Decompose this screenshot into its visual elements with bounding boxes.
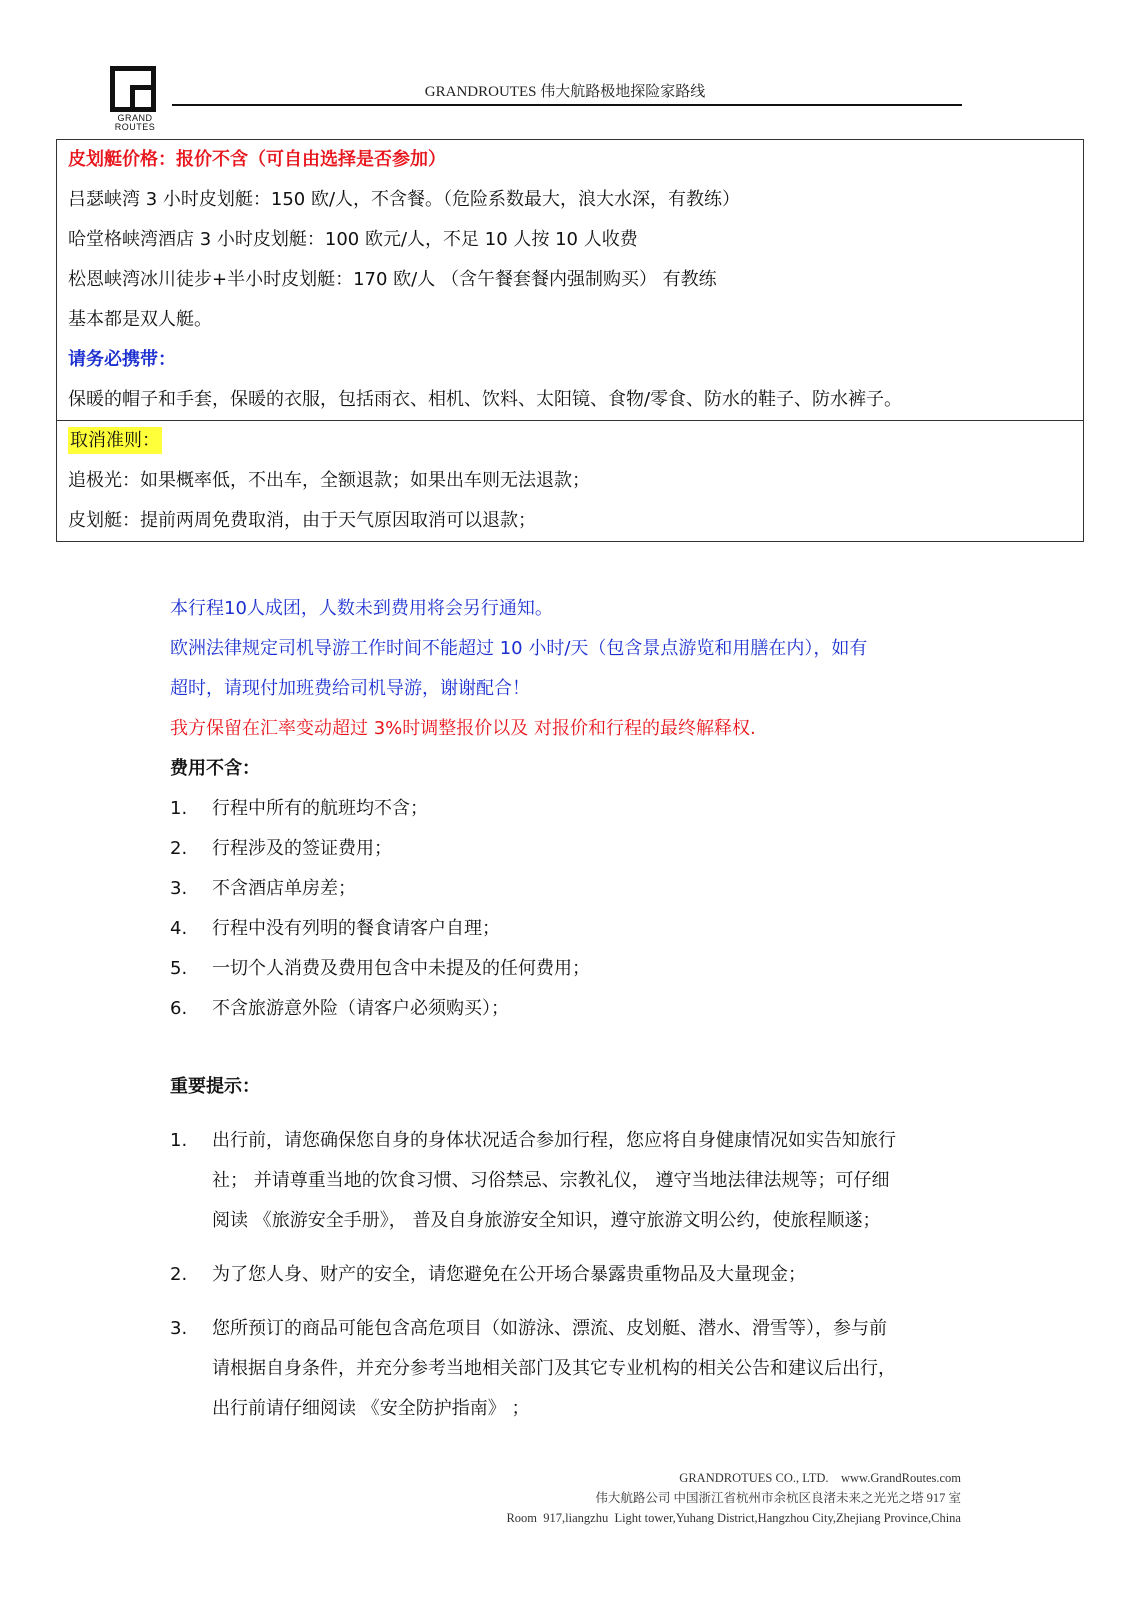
driver-notice-line2: 超时，请现付加班费给司机导游，谢谢配合！ [170, 678, 530, 699]
tip-text-line: 为了您人身、财产的安全，请您避免在公开场合暴露贵重物品及大量现金； [212, 1264, 806, 1285]
tip-text-line: 请根据自身条件，并充分参考当地相关部门及其它专业机构的相关公告和建议后出行， [212, 1358, 896, 1379]
tip-text-line: 社； 并请尊重当地的饮食习惯、习俗禁忌、宗教礼仪， 遵守当地法律法规等；可仔细 [212, 1170, 890, 1191]
list-item [170, 909, 970, 949]
kayak-line: 吕瑟峡湾 3 小时皮划艇：150 欧/人，不含餐。（危险系数最大，浪大水深，有教练） [68, 189, 741, 210]
tip-item [170, 1255, 970, 1295]
kayak-line: 基本都是双人艇。 [68, 309, 212, 330]
kayak-line: 哈堂格峡湾酒店 3 小时皮划艇：100 欧元/人，不足 10 人按 10 人收费 [68, 229, 638, 250]
kayak-section [57, 140, 1083, 420]
list-item [170, 869, 970, 909]
tip-number: 1. [170, 1130, 188, 1151]
page-footer [506, 1468, 961, 1528]
tip-item [170, 1309, 970, 1429]
info-table [56, 139, 1084, 542]
list-item [170, 989, 970, 1029]
tip-number: 2. [170, 1264, 188, 1285]
list-item [170, 789, 970, 829]
item-number: 3. [170, 878, 188, 899]
item-text: 一切个人消费及费用包含中未提及的任何费用； [212, 958, 590, 979]
tip-text-line: 您所预订的商品可能包含高危项目（如游泳、漂流、皮划艇、潜水、滑雪等），参与前 [212, 1318, 887, 1339]
tips-heading: 重要提示： [170, 1076, 260, 1097]
tip-text-line: 出行前请仔细阅读 《安全防护指南》 ； [212, 1398, 530, 1419]
footer-company-line: GRANDROTUES CO., LTD. www.GrandRoutes.com [679, 1471, 961, 1485]
tip-number: 3. [170, 1318, 188, 1339]
document-body [170, 589, 970, 1443]
kayak-heading: 皮划艇价格：报价不含（可自由选择是否参加） [68, 149, 446, 170]
bring-heading: 请务必携带： [68, 349, 176, 370]
group-min-notice: 本行程10人成团，人数未到费用将会另行通知。 [170, 598, 553, 619]
item-number: 5. [170, 958, 188, 979]
footer-address-cn: 伟大航路公司 中国浙江省杭州市余杭区良渚未来之光光之塔 917 室 [595, 1491, 961, 1505]
tip-text-line: 出行前，请您确保您自身的身体状况适合参加行程，您应将自身健康情况如实告知旅行 [212, 1130, 896, 1151]
bring-text: 保暖的帽子和手套，保暖的衣服，包括雨衣、相机、饮料、太阳镜、食物/零食、防水的鞋子、防水裤子。 [68, 389, 903, 410]
reserve-notice: 我方保留在汇率变动超过 3%时调整报价以及 对报价和行程的最终解释权. [170, 718, 756, 739]
item-number: 6. [170, 998, 188, 1019]
tip-item [170, 1121, 970, 1241]
kayak-line: 松恩峡湾冰川徒步+半小时皮划艇：170 欧/人 （含午餐套餐内强制购买） 有教练 [68, 269, 717, 290]
logo-text: GRAND ROUTES [114, 113, 156, 132]
item-text: 行程涉及的签证费用； [212, 838, 392, 859]
item-text: 行程中所有的航班均不含； [212, 798, 428, 819]
cancel-section [57, 420, 1083, 541]
item-number: 2. [170, 838, 188, 859]
list-item [170, 829, 970, 869]
cancel-line: 皮划艇：提前两周免费取消，由于天气原因取消可以退款； [68, 510, 536, 531]
cancel-heading: 取消准则： [68, 427, 162, 454]
tip-text-line: 阅读 《旅游安全手册》， 普及自身旅游安全知识，遵守旅游文明公约，使旅程顺遂； [212, 1210, 881, 1231]
driver-notice-line1: 欧洲法律规定司机导游工作时间不能超过 10 小时/天（包含景点游览和用膳在内），如有 [170, 638, 868, 659]
item-text: 不含酒店单房差； [212, 878, 356, 899]
item-text: 不含旅游意外险（请客户必须购买）； [212, 998, 509, 1019]
cancel-line: 追极光：如果概率低，不出车，全额退款；如果出车则无法退款； [68, 470, 590, 491]
item-text: 行程中没有列明的餐食请客户自理； [212, 918, 500, 939]
header-rule [172, 104, 962, 106]
list-item [170, 949, 970, 989]
footer-address-en: Room 917,liangzhu Light tower,Yuhang District,Hangzhou City,Zhejiang Province,China [506, 1511, 961, 1525]
item-number: 4. [170, 918, 188, 939]
excluded-heading: 费用不含： [170, 758, 260, 779]
header-title: GRANDROUTES 伟大航路极地探险家路线 [424, 84, 706, 100]
item-number: 1. [170, 798, 188, 819]
company-logo [110, 66, 160, 136]
tips-list [170, 1121, 970, 1429]
